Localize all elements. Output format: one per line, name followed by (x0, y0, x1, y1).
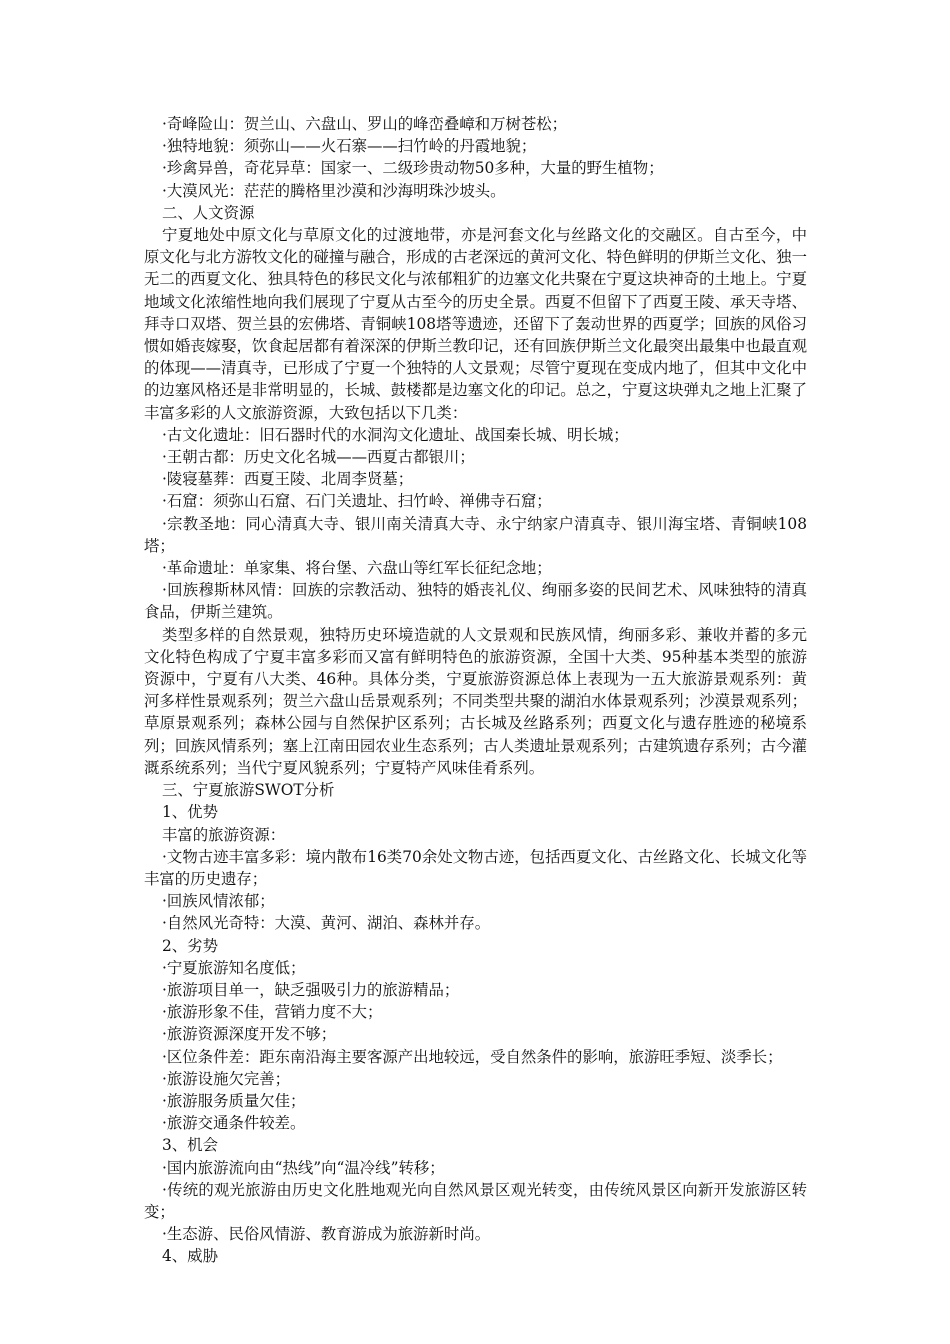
bullet-item: ·革命遗址：单家集、将台堡、六盘山等红军长征纪念地； (162, 559, 552, 578)
subsection-heading: 丰富的旅游资源： (162, 825, 286, 844)
section-heading: 二、人文资源 (162, 203, 255, 222)
bullet-item: ·旅游设施欠完善； (162, 1069, 291, 1088)
subsection-heading: 4、威胁 (162, 1247, 218, 1266)
bullet-item: ·奇峰险山：贺兰山、六盘山、罗山的峰峦叠嶂和万树苍松； (162, 115, 568, 133)
bullet-item: ·旅游资源深度开发不够； (162, 1025, 337, 1044)
bullet-item: ·珍禽异兽，奇花异草：国家一、二级珍贵动物50多种，大量的野生植物； (162, 159, 664, 178)
bullet-item: ·旅游交通条件较差。 (162, 1114, 306, 1133)
section-heading: 三、宁夏旅游SWOT分析 (162, 781, 335, 800)
bullet-item: ·王朝古都：历史文化名城——西夏古都银川； (162, 448, 475, 467)
bullet-item: ·独特地貌：须弥山——火石寨——扫竹岭的丹霞地貌； (162, 137, 537, 156)
bullet-item: ·旅游服务质量欠佳； (162, 1091, 306, 1110)
bullet-item: ·自然风光奇特：大漠、黄河、湖泊、森林并存。 (162, 914, 491, 933)
bullet-item: ·回族风情浓郁； (162, 892, 275, 911)
bullet-item: ·区位条件差：距东南沿海主要客源产出地较远，受自然条件的影响，旅游旺季短、淡季长； (162, 1047, 783, 1066)
bullet-item: ·文物古迹丰富多彩：境内散布16类70余处文物古迹，包括西夏文化、古丝路文化、长城文化等丰富的历史遗存； (144, 847, 807, 888)
body-paragraph: 类型多样的自然景观，独特历史环境造就的人文景观和民族风情，绚丽多彩、兼收并蓄的多元文化特色构成了宁夏丰富多彩而又富有鲜明特色的旅游资源，全国十大类、95种基本类型的旅游资源中，宁夏有八大类、46种。具体分类，宁夏旅游资源总体上表现为一五大旅游景观系列：黄河多样性景观系列；贺兰六盘山岳景观系列；不同类型共聚的湖泊水体景观系列；沙漠景观系列；草原景观系列；森林公园与自然保护区系列；古长城及丝路系列；西夏文化与遗存胜迹的秘境系列；回族风情系列；塞上江南田园农业生态系列；古人类遗址景观系列；古建筑遗存系列；古今灌溉系统系列；当代宁夏风貌系列；宁夏特产风味佳肴系列。 (144, 625, 807, 777)
bullet-item: ·国内旅游流向由“热线”向“温冷线”转移； (162, 1158, 445, 1177)
subsection-heading: 1、优势 (162, 803, 218, 822)
bullet-item: ·宁夏旅游知名度低； (162, 958, 306, 977)
document-page (144, 113, 807, 1268)
bullet-item: ·传统的观光旅游由历史文化胜地观光向自然风景区观光转变，由传统风景区向新开发旅游区转变； (144, 1180, 807, 1221)
body-paragraph: 宁夏地处中原文化与草原文化的过渡地带，亦是河套文化与丝路文化的交融区。自古至今，中原文化与北方游牧文化的碰撞与融合，形成的古老深远的黄河文化、特色鲜明的伊斯兰文化、独一无二的西夏文化、独具特色的移民文化与浓郁粗犷的边塞文化共聚在宁夏这块神奇的土地上。宁夏地域文化浓缩性地向我们展现了宁夏从古至今的历史全景。西夏不但留下了西夏王陵、承天寺塔、拜寺口双塔、贺兰县的宏佛塔、青铜峡108塔等遗迹，还留下了轰动世界的西夏学；回族的风俗习惯如婚丧嫁娶，饮食起居都有着深深的伊斯兰教印记，还有回族伊斯兰文化最突出最集中也最直观的体现——清真寺，已形成了宁夏一个独特的人文景观；尽管宁夏现在变成内地了，但其中文化中的边塞风格还是非常明显的，长城、鼓楼都是边塞文化的印记。总之，宁夏这块弹丸之地上汇聚了丰富多彩的人文旅游资源，大致包括以下几类： (144, 226, 807, 422)
subsection-heading: 3、机会 (162, 1136, 218, 1155)
bullet-item: ·回族穆斯林风情：回族的宗教活动、独特的婚丧礼仪、绚丽多姿的民间艺术、风味独特的清真食品，伊斯兰建筑。 (144, 581, 807, 622)
bullet-item: ·古文化遗址：旧石器时代的水洞沟文化遗址、战国秦长城、明长城； (162, 425, 629, 444)
bullet-item: ·大漠风光：茫茫的腾格里沙漠和沙海明珠沙坡头。 (162, 181, 506, 200)
bullet-item: ·生态游、民俗风情游、教育游成为旅游新时尚。 (162, 1225, 491, 1244)
bullet-item: ·陵寝墓葬：西夏王陵、北周李贤墓； (162, 470, 414, 489)
bullet-item: ·旅游项目单一，缺乏强吸引力的旅游精品； (162, 980, 460, 999)
subsection-heading: 2、劣势 (162, 936, 218, 955)
bullet-item: ·石窟：须弥山石窟、石门关遗址、扫竹岭、禅佛寺石窟； (162, 492, 552, 511)
bullet-item: ·旅游形象不佳，营销力度不大； (162, 1003, 383, 1022)
bullet-item: ·宗教圣地：同心清真大寺、银川南关清真大寺、永宁纳家户清真寺、银川海宝塔、青铜峡108塔； (144, 514, 807, 555)
